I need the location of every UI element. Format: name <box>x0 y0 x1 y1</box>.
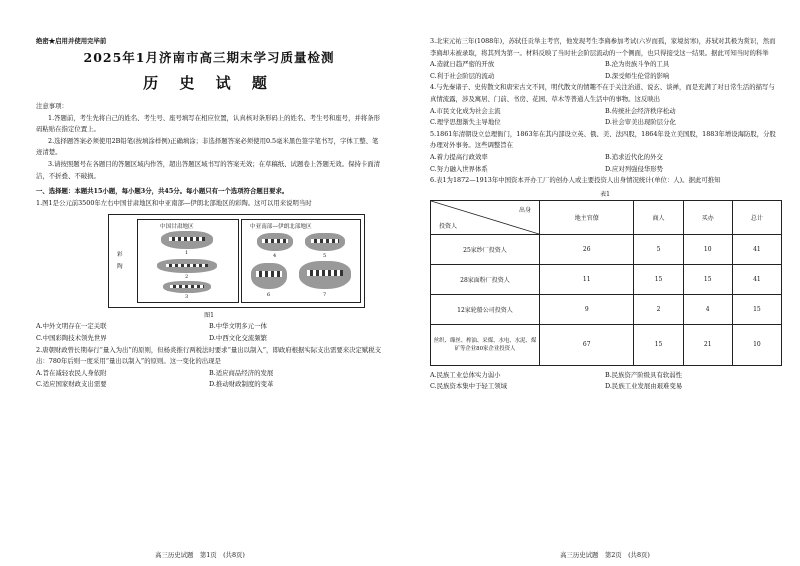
diag-header-bottom: 投资人 <box>439 222 458 230</box>
q2-option-d: D.推动财政制度的变革 <box>209 380 274 389</box>
q6-option-b: B.民族资产阶级具有软弱性 <box>605 370 683 379</box>
q6-options <box>430 370 780 393</box>
table-header-row <box>431 200 782 234</box>
q4-option-c: C.理学思想渐失主导地位 <box>430 118 501 127</box>
pottery-3-image <box>163 281 211 293</box>
table-row-label: 28家面粉厂投资人 <box>431 264 540 294</box>
table-row <box>431 324 782 365</box>
table-cell: 67 <box>540 324 634 365</box>
notice-heading: 注意事项： <box>36 102 68 110</box>
q4-option-a: A.市民文化成为社会主流 <box>430 106 501 115</box>
table-cell: 21 <box>683 324 732 365</box>
q3-option-c: C.利于社会阶层的流动 <box>430 71 495 80</box>
diag-header-top: 出身 <box>518 206 531 214</box>
table-row <box>431 234 782 264</box>
table-cell: 41 <box>732 264 781 294</box>
q1-option-c: C.中国彩陶技术领先世界 <box>36 333 107 342</box>
page-1-footer: 高三历史试题 第1页 (共8页) <box>155 551 245 559</box>
pottery-num-1: 1 <box>185 250 189 257</box>
table-header-cell: 商人 <box>634 200 683 234</box>
q6-option-d: D.民族工业发展由艰难变易 <box>605 382 683 391</box>
notice-3: 3.请按照题号在各题目的答题区域内作答，超出答题区域书写的答案无效；在草稿纸、试题卷上答题无效。保持卡面清洁，不折叠、不破损。 <box>36 159 381 180</box>
table-header-cell: 地主官僚 <box>540 200 634 234</box>
table-1-caption: 表1 <box>600 190 610 198</box>
pottery-num-2: 2 <box>185 274 189 281</box>
table-cell: 4 <box>683 294 732 324</box>
subject-title: 历 史 试 题 <box>143 74 275 92</box>
pottery-2-image <box>157 259 217 273</box>
table-row-label: 12家轮船公司投资人 <box>431 294 540 324</box>
pottery-4-image <box>257 233 293 251</box>
table-row <box>431 264 782 294</box>
q5-stem: 5.1861年清朝设立总理衙门，1863年在其内部设立英、俄、美、法四股，1864年设立美国股，1883年增设海防股，分股办理对外事务。这些调整旨在 <box>430 129 776 150</box>
figure-right-label: 中亚南部—伊朗北部地区 <box>250 224 312 231</box>
table-diag-header <box>431 200 540 234</box>
q3-option-a: A.造就日趋严密的开放 <box>430 60 495 69</box>
q2-option-b: B.适应商品经济的发展 <box>209 368 274 377</box>
q1-option-a: A.中外文明存在一定关联 <box>36 322 107 331</box>
q6-stem: 6.表1为1872—1913年中国资本开办工厂的创办人或主要投资人出身情况统计(单位：人)。据此可推知 <box>430 176 721 185</box>
q5-option-c: C.努力融入世界体系 <box>430 164 488 173</box>
table-cell: 15 <box>634 324 683 365</box>
figure-1-pottery <box>108 214 365 308</box>
pottery-num-4: 4 <box>273 253 277 260</box>
q3-option-b: B.沦为贵族斗争的工具 <box>605 60 670 69</box>
secret-mark: 绝密★启用并使用完毕前 <box>36 37 107 45</box>
q5-options <box>430 152 780 175</box>
table-cell: 26 <box>540 234 634 264</box>
table-cell: 15 <box>634 264 683 294</box>
q6-option-a: A.民族工业总体实力弱小 <box>430 370 501 379</box>
q2-options <box>36 368 382 391</box>
pottery-num-5: 5 <box>323 253 327 260</box>
q4-option-b: B.传统社会经济秩序松动 <box>605 106 676 115</box>
figure-side-label: 彩陶 <box>117 252 123 271</box>
q3-option-d: D.深受师生伦常的影响 <box>605 71 670 80</box>
q2-option-c: C.适应国家财政支出需要 <box>36 380 107 389</box>
q1-option-d: D.中西文化交流频繁 <box>209 333 268 342</box>
q2-option-a: A.旨在减轻农民人身依附 <box>36 368 107 377</box>
table-1 <box>430 200 782 366</box>
table-cell: 41 <box>732 234 781 264</box>
q3-options <box>430 59 780 82</box>
exam-title: 2025年1月济南市高三期末学习质量检测 <box>83 50 335 65</box>
figure-left-label: 中国甘肃地区 <box>160 224 194 231</box>
table-cell: 15 <box>732 294 781 324</box>
q4-options <box>430 106 780 129</box>
table-cell: 10 <box>732 324 781 365</box>
pottery-7-image <box>299 261 351 289</box>
table-cell: 15 <box>683 264 732 294</box>
pottery-1-image <box>161 231 213 249</box>
table-row <box>431 294 782 324</box>
q5-option-d: D.应对列强侵华形势 <box>605 164 664 173</box>
section-heading: 一、选择题：本题共15小题，每小题3分，共45分。每小题只有一个选项符合题目要求。 <box>36 187 289 196</box>
table-cell: 10 <box>683 234 732 264</box>
q1-stem: 1.图1是公元前3500年左右中国甘肃地区和中亚南部—伊朗北部地区的彩陶。这可以用来说明当时 <box>36 198 312 207</box>
q2-stem: 2.唐朝财政曾长期奉行“量入为出”的原则，但杨炎推行两税法时要求“量出以制入”，即政府根据实际支出需要来决定赋税支出：780年后则一度采用“量出以制入”的原则。这一变化的出现是 <box>36 345 382 366</box>
table-row-label: 25家纱厂投资人 <box>431 234 540 264</box>
page-2 <box>410 0 800 566</box>
q1-option-b: B.中华文明多元一体 <box>209 322 267 331</box>
table-row-label: 丝织、缫丝、榨油、采煤、水电、水泥、煤矿等企业80家企业投资人 <box>431 324 540 365</box>
q5-option-a: A.着力提高行政效率 <box>430 152 488 161</box>
pottery-num-7: 7 <box>323 292 327 299</box>
pottery-6-image <box>251 263 287 289</box>
q5-option-b: B.追求近代化的外交 <box>605 152 663 161</box>
table-header-cell: 总计 <box>732 200 781 234</box>
q1-options <box>36 321 382 344</box>
page-2-footer: 高三历史试题 第2页 (共8页) <box>560 551 650 559</box>
q6-option-c: C.民族资本集中于轻工领域 <box>430 382 507 391</box>
table-cell: 2 <box>634 294 683 324</box>
table-cell: 5 <box>634 234 683 264</box>
figure-1-caption: 图1 <box>204 312 214 320</box>
pottery-5-image <box>305 233 345 251</box>
pottery-num-6: 6 <box>267 292 271 299</box>
notice-1: 1.答题前，考生先将自己的姓名、考生号、座号填写在相应位置，认真核对条形码上的姓名、考生号和座号，并将条形码粘贴在指定位置上。 <box>36 113 381 134</box>
table-cell: 11 <box>540 264 634 294</box>
pottery-num-3: 3 <box>185 294 189 301</box>
table-header-cell: 买办 <box>683 200 732 234</box>
q4-option-d: D.社会审美出现阶层分化 <box>605 118 676 127</box>
table-cell: 9 <box>540 294 634 324</box>
q3-stem: 3.北宋元祐三年(1088年)，苏轼任贡举主考官，他发现考生李廌参加考试(六岁而孤，家境贫寒)，苏轼对其极为赏识，然而李廌却未被录取，将其列为第一。材料反映了当时社会阶层流动的一个侧面，也只得接受这一结果。据此可知当时的科举 <box>430 37 776 57</box>
q4-stem: 4.与先秦诸子、史传散文和唐宋古文不同，明代散文的情趣不在于关注治道、说玄、谈禅，而是充满了对日常生活的描写与真情流露，涉及寓居、门前、书房、花园、草木等普通人生活中的事物。这反映出 <box>430 83 775 103</box>
notice-2: 2.选择题答案必须使用2B铅笔(按填涂样例)正确填涂；非选择题答案必须使用0.5毫米黑色签字笔书写，字体工整、笔迹清楚。 <box>36 136 379 157</box>
figure-right-zone <box>241 219 361 303</box>
